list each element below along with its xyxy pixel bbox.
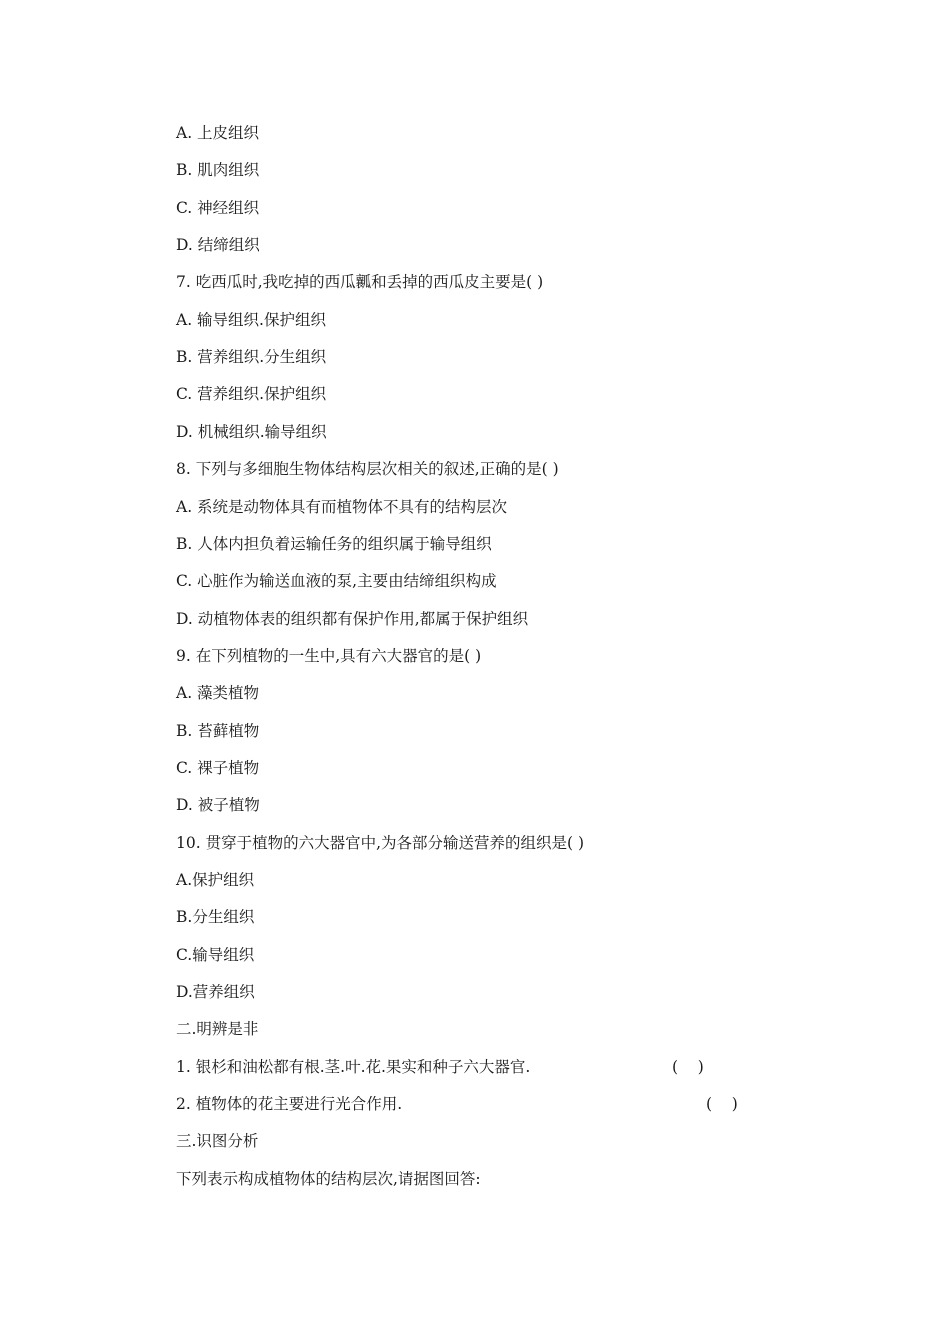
question-10: 10. 贯穿于植物的六大器官中,为各部分输送营养的组织是( ) [176, 834, 585, 852]
diagram-analysis-intro: 下列表示构成植物体的结构层次,请据图回答: [176, 1170, 481, 1188]
q10-option-b: B.分生组织 [176, 908, 255, 926]
q9-option-b: B. 苔藓植物 [176, 722, 260, 740]
section-true-false-heading: 二.明辨是非 [176, 1020, 259, 1038]
q6-option-c: C. 神经组织 [176, 199, 260, 217]
q8-option-d: D. 动植物体表的组织都有保护作用,都属于保护组织 [176, 610, 529, 628]
q6-option-d: D. 结缔组织 [176, 236, 260, 254]
true-false-item-2: 2. 植物体的花主要进行光合作用. [176, 1095, 403, 1113]
q9-option-c: C. 裸子植物 [176, 759, 260, 777]
question-8: 8. 下列与多细胞生物体结构层次相关的叙述,正确的是( ) [176, 460, 559, 478]
q8-option-b: B. 人体内担负着运输任务的组织属于输导组织 [176, 535, 492, 553]
q8-option-c: C. 心脏作为输送血液的泵,主要由结缔组织构成 [176, 572, 497, 590]
q7-option-b: B. 营养组织.分生组织 [176, 348, 327, 366]
q6-option-a: A. 上皮组织 [176, 124, 260, 142]
q10-option-a: A.保护组织 [176, 871, 255, 889]
q6-option-b: B. 肌肉组织 [176, 161, 260, 179]
section-diagram-analysis-heading: 三.识图分析 [176, 1132, 259, 1150]
q10-option-d: D.营养组织 [176, 983, 255, 1001]
true-false-answer-bracket-2: ( ) [706, 1095, 738, 1113]
q7-option-c: C. 营养组织.保护组织 [176, 385, 327, 403]
true-false-answer-bracket-1: ( ) [672, 1058, 704, 1076]
true-false-item-1: 1. 银杉和油松都有根.茎.叶.花.果实和种子六大器官. [176, 1058, 531, 1076]
q9-option-a: A. 藻类植物 [176, 684, 260, 702]
q9-option-d: D. 被子植物 [176, 796, 260, 814]
question-7: 7. 吃西瓜时,我吃掉的西瓜瓤和丢掉的西瓜皮主要是( ) [176, 273, 544, 291]
q7-option-a: A. 输导组织.保护组织 [176, 311, 326, 329]
q10-option-c: C.输导组织 [176, 946, 255, 964]
q7-option-d: D. 机械组织.输导组织 [176, 423, 327, 441]
question-9: 9. 在下列植物的一生中,具有六大器官的是( ) [176, 647, 482, 665]
q8-option-a: A. 系统是动物体具有而植物体不具有的结构层次 [176, 498, 508, 516]
